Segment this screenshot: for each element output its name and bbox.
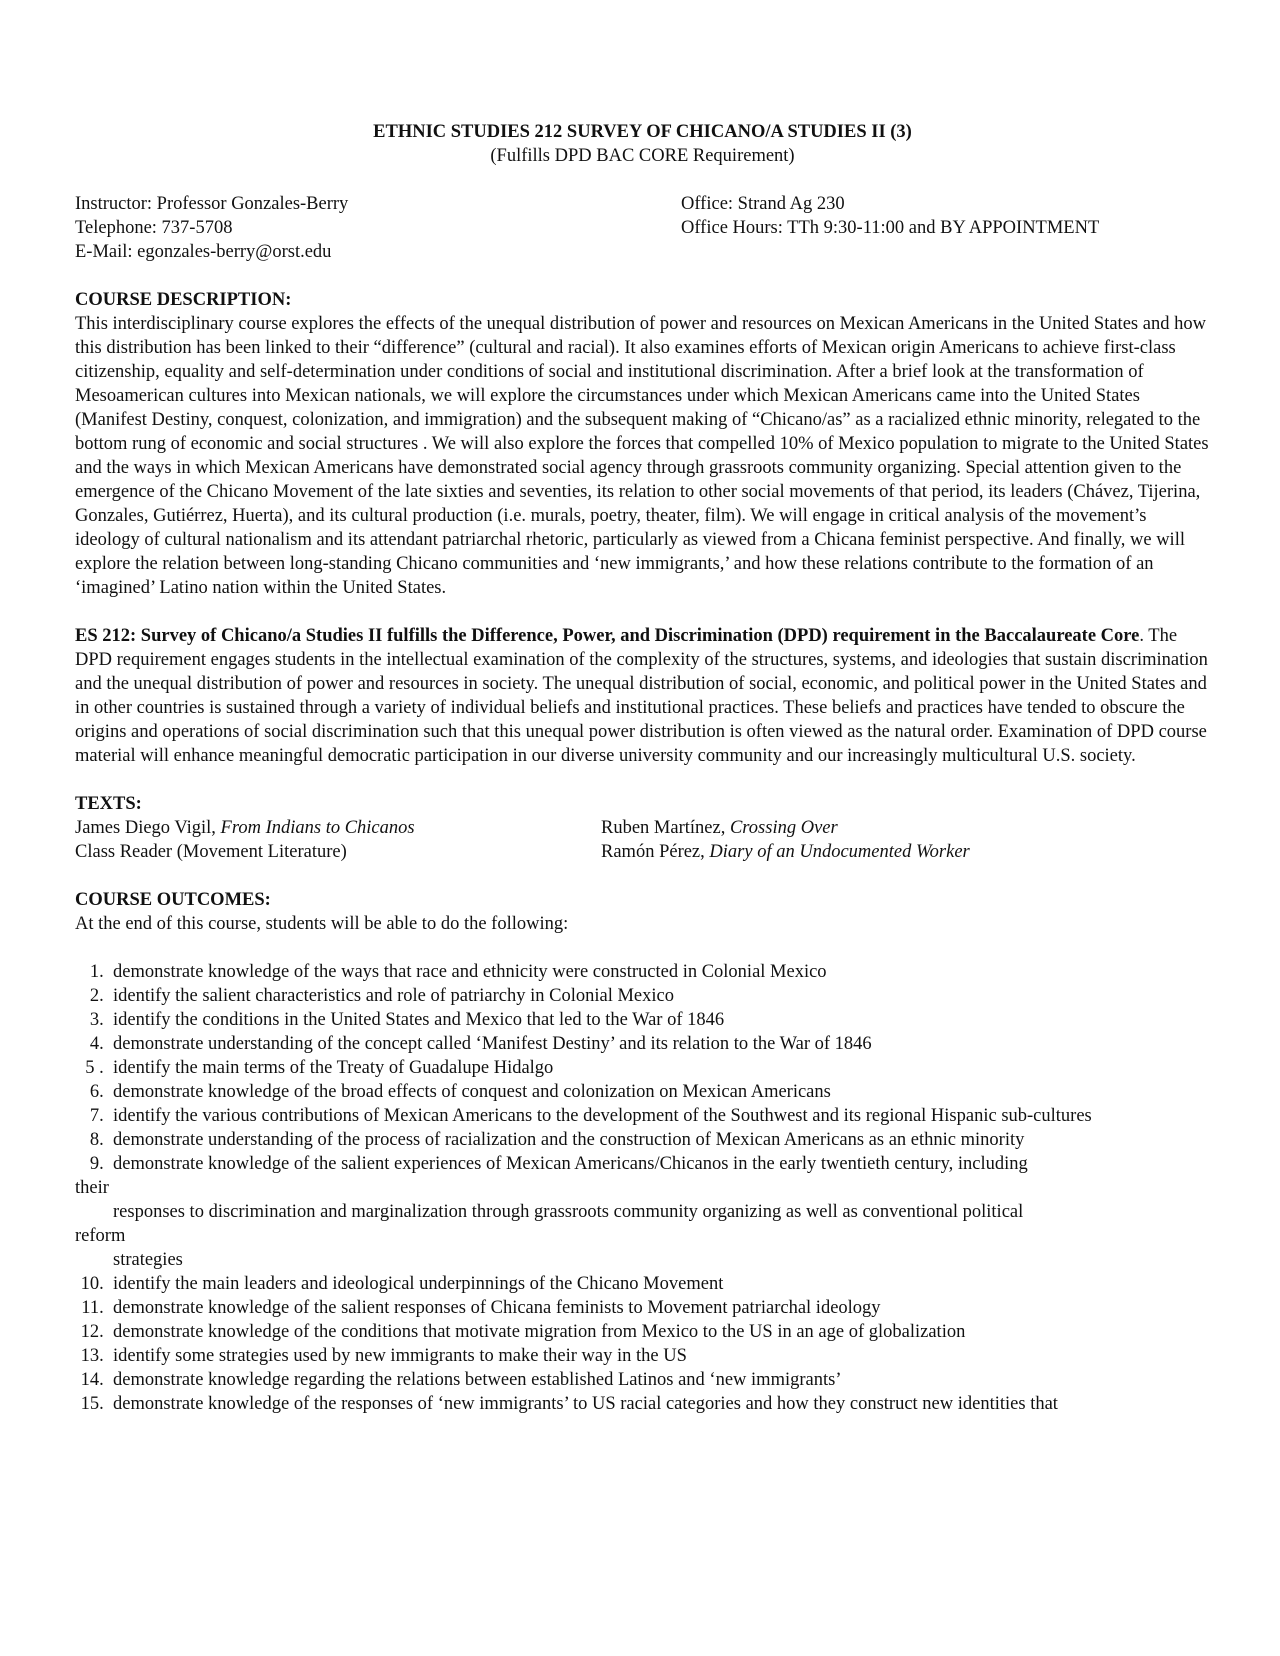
course-description-body: This interdisciplinary course explores the effects of the unequal distribution of power and resources on Mexican Americans in the United States and how this distribution has been linked to their “difference” (cultural and racial). It also examines efforts of Mexican origin Americans to achieve first-class citizenship, equality and self-determination under conditions of social and institutional discrimination. After a brief look at the transformation of Mesoamerican cultures into Mexican nationals, we will explore the circumstances under which Mexican Americans came into the United States (Manifest Destiny, conquest, colonization, and immigration) and the subsequent making of “Chicano/as” as a racialized ethnic minority, relegated to the bottom rung of economic and social structures . We will also explore the forces that compelled 10% of Mexico population to migrate to the United States and the ways in which Mexican Americans have demonstrated social agency through grassroots community organizing. Special attention given to the emergence of the Chicano Movement of the late sixties and seventies, its relation to other social movements of that period, its leaders (Chávez, Tijerina, Gonzales, Gutiérrez, Huerta), and its cultural production (i.e. murals, poetry, theater, film). We will engage in critical analysis of the movement’s ideology of cultural nationalism and its attendant patriarchal rhetoric, particularly as viewed from a Chicana feminist perspective. And finally, we will explore the relation between long-standing Chicano communities and ‘new immigrants,’ and how these relations contribute to the formation of an ‘imagined’ Latino nation within the United States. bbox=[75, 314, 1209, 598]
list-item: 4. demonstrate understanding of the concept called ‘Manifest Destiny’ and its relation to the War of 1846 bbox=[89, 1034, 872, 1054]
instructor-line: Instructor: Professor Gonzales-Berry bbox=[75, 194, 349, 214]
texts-section bbox=[75, 792, 1210, 864]
list-item: 8. demonstrate understanding of the process of racialization and the construction of Mexican Americans as an ethnic minority bbox=[89, 1130, 1025, 1150]
contact-block bbox=[75, 192, 1210, 264]
course-description-heading: COURSE DESCRIPTION: bbox=[75, 290, 292, 310]
list-item-continuation: their bbox=[75, 1178, 109, 1198]
list-item: 14. demonstrate knowledge regarding the relations between established Latinos and ‘new immigrants’ bbox=[80, 1370, 842, 1390]
text-item: Class Reader (Movement Literature) bbox=[75, 842, 347, 862]
course-title: ETHNIC STUDIES 212 SURVEY OF CHICANO/A STUDIES II (3) bbox=[373, 122, 912, 142]
dpd-body: . The DPD requirement engages students in the intellectual examination of the complexity of the structures, systems, and ideologies that sustain discrimination and the unequal distribution of power and resources in society. The unequal distribution of social, economic, and political power in the United States and in other countries is sustained through a variety of individual beliefs and institutional practices. These beliefs and practices have tended to obscure the origins and operations of social discrimination such that this unequal power distribution is often viewed as the natural order. Examination of DPD course material will enhance meaningful democratic participation in our diverse university community and our increasingly multicultural U.S. society. bbox=[75, 626, 1208, 766]
email-line: E-Mail: egonzales-berry@orst.edu bbox=[75, 242, 332, 262]
list-item: 15. demonstrate knowledge of the responses of ‘new immigrants’ to US racial categories and how they construct new identities that bbox=[80, 1394, 1058, 1414]
list-item: 1. demonstrate knowledge of the ways that race and ethnicity were constructed in Colonial Mexico bbox=[89, 962, 827, 982]
course-description-section bbox=[75, 288, 1210, 600]
list-item: 6. demonstrate knowledge of the broad effects of conquest and colonization on Mexican Americans bbox=[89, 1082, 831, 1102]
office-hours-line: Office Hours: TTh 9:30-11:00 and BY APPOINTMENT bbox=[681, 218, 1100, 238]
outcomes-list bbox=[75, 960, 1210, 1416]
list-item-continuation: strategies bbox=[113, 1250, 183, 1270]
course-outcomes-section bbox=[75, 888, 1210, 1416]
list-item: 9. demonstrate knowledge of the salient experiences of Mexican Americans/Chicanos in the early twentieth century, including bbox=[89, 1154, 1028, 1174]
list-item: 13. identify some strategies used by new immigrants to make their way in the US bbox=[80, 1346, 687, 1366]
telephone-line: Telephone: 737-5708 bbox=[75, 218, 233, 238]
texts-heading: TEXTS: bbox=[75, 794, 142, 814]
list-item: 2. identify the salient characteristics and role of patriarchy in Colonial Mexico bbox=[89, 986, 674, 1006]
course-outcomes-heading: COURSE OUTCOMES: bbox=[75, 890, 271, 910]
list-item: 5 . identify the main terms of the Treaty of Guadalupe Hidalgo bbox=[85, 1058, 554, 1078]
course-outcomes-intro: At the end of this course, students will be able to do the following: bbox=[75, 914, 569, 934]
list-item: 11. demonstrate knowledge of the salient responses of Chicana feminists to Movement patriarchal ideology bbox=[81, 1298, 881, 1318]
list-item: 10. identify the main leaders and ideological underpinnings of the Chicano Movement bbox=[80, 1274, 724, 1294]
dpd-bold-lead: ES 212: Survey of Chicano/a Studies II fulfills the Difference, Power, and Discrimination (DPD) requirement in the Baccalaureate Core bbox=[75, 626, 1140, 646]
office-line: Office: Strand Ag 230 bbox=[681, 194, 845, 214]
list-item: 12. demonstrate knowledge of the conditions that motivate migration from Mexico to the US in an age of globalization bbox=[80, 1322, 966, 1342]
list-item-continuation: responses to discrimination and marginalization through grassroots community organizing as well as conventional political bbox=[113, 1202, 1024, 1222]
dpd-section bbox=[75, 624, 1210, 768]
text-item: James Diego Vigil, From Indians to Chicanos bbox=[75, 818, 415, 838]
syllabus-page bbox=[75, 120, 1210, 1416]
text-item: Ruben Martínez, Crossing Over bbox=[601, 818, 838, 838]
list-item: 3. identify the conditions in the United States and Mexico that led to the War of 1846 bbox=[89, 1010, 725, 1030]
course-subtitle: (Fulfills DPD BAC CORE Requirement) bbox=[490, 146, 795, 166]
list-item-continuation: reform bbox=[75, 1226, 126, 1246]
list-item: 7. identify the various contributions of Mexican Americans to the development of the Southwest and its regional Hispanic sub-cultures bbox=[89, 1106, 1092, 1126]
text-item: Ramón Pérez, Diary of an Undocumented Worker bbox=[601, 842, 970, 862]
